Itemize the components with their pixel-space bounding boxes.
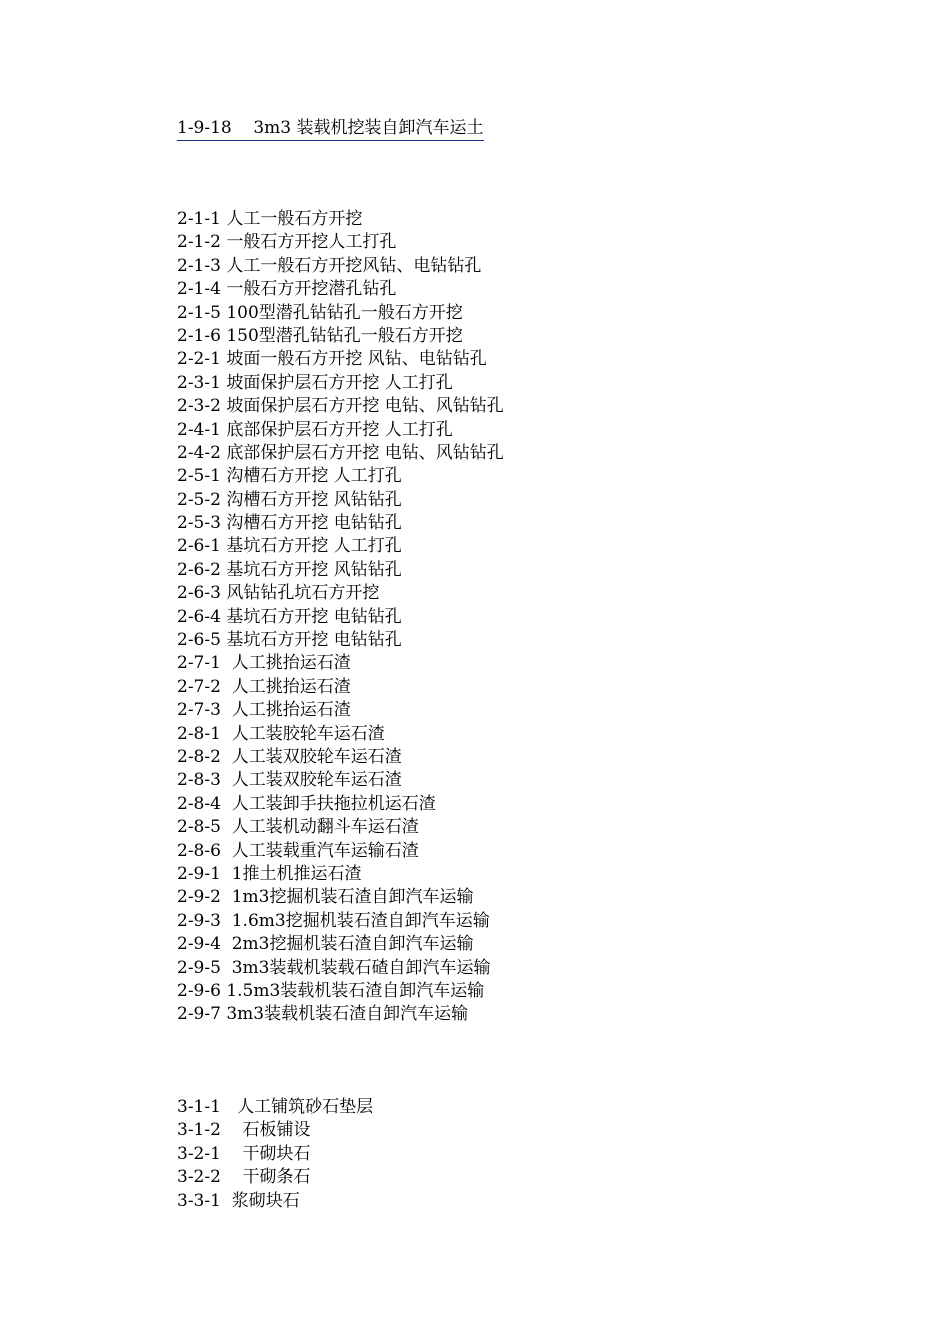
list-item: 2-4-2 底部保护层石方开挖 电钻、风钻钻孔 [177,442,504,463]
list-item: 2-5-1 沟槽石方开挖 人工打孔 [177,466,402,487]
list-item: 2-8-1 人工装胶轮车运石渣 [177,723,385,744]
list-item: 2-9-3 1.6m3挖掘机装石渣自卸汽车运输 [177,910,490,931]
list-item: 2-9-2 1m3挖掘机装石渣自卸汽车运输 [177,887,474,908]
list-item: 2-6-4 基坑石方开挖 电钻钻孔 [177,606,402,627]
list-item: 2-8-6 人工装载重汽车运输石渣 [177,840,419,861]
list-item: 2-7-2 人工挑抬运石渣 [177,676,351,697]
list-item: 2-9-4 2m3挖掘机装石渣自卸汽车运输 [177,934,474,955]
list-item: 2-9-6 1.5m3装载机装石渣自卸汽车运输 [177,980,485,1001]
section2-list [177,208,504,1027]
list-item: 2-5-2 沟槽石方开挖 风钻钻孔 [177,489,402,510]
list-item: 2-1-5 100型潜孔钻钻孔一般石方开挖 [177,302,463,323]
list-item: 3-1-1 人工铺筑砂石垫层 [177,1097,374,1117]
list-item: 3-3-1 浆砌块石 [177,1190,300,1211]
list-item: 2-1-3 人工一般石方开挖风钻、电钻钻孔 [177,255,482,276]
list-item: 3-2-2 干砌条石 [177,1167,311,1188]
list-item: 2-1-1 人工一般石方开挖 [177,209,363,229]
section3-list [177,1096,373,1213]
list-item: 2-1-4 一般石方开挖潜孔钻孔 [177,279,397,300]
list-item: 2-5-3 沟槽石方开挖 电钻钻孔 [177,513,402,534]
list-item: 2-8-4 人工装卸手扶拖拉机运石渣 [177,793,436,814]
list-item: 2-1-6 150型潜孔钻钻孔一般石方开挖 [177,325,463,346]
list-item: 2-1-2 一般石方开挖人工打孔 [177,232,397,253]
list-item: 2-2-1 坡面一般石方开挖 风钻、电钻钻孔 [177,349,487,370]
list-item: 3-1-2 石板铺设 [177,1120,311,1141]
list-item: 2-8-3 人工装双胶轮车运石渣 [177,770,402,791]
list-item: 2-4-1 底部保护层石方开挖 人工打孔 [177,419,453,440]
list-item: 2-8-5 人工装机动翻斗车运石渣 [177,817,419,838]
list-item: 3-2-1 干砌块石 [177,1143,311,1164]
list-item: 2-6-3 风钻钻孔坑石方开挖 [177,583,380,604]
list-item: 2-9-5 3m3装载机装载石碴自卸汽车运输 [177,957,491,978]
list-item: 2-6-2 基坑石方开挖 风钻钻孔 [177,559,402,580]
list-item: 2-8-2 人工装双胶轮车运石渣 [177,746,402,767]
list-item: 2-9-7 3m3装载机装石渣自卸汽车运输 [177,1004,469,1025]
list-item: 2-7-3 人工挑抬运石渣 [177,700,351,721]
list-item: 2-6-5 基坑石方开挖 电钻钻孔 [177,630,402,651]
list-item: 2-3-2 坡面保护层石方开挖 电钻、风钻钻孔 [177,396,504,417]
section-heading-link[interactable]: 1-9-18 3m3 装载机挖装自卸汽车运土 [177,117,484,141]
list-item: 2-7-1 人工挑抬运石渣 [177,653,351,674]
list-item: 2-9-1 1推土机推运石渣 [177,863,362,884]
list-item: 2-3-1 坡面保护层石方开挖 人工打孔 [177,372,453,393]
list-item: 2-6-1 基坑石方开挖 人工打孔 [177,536,402,557]
